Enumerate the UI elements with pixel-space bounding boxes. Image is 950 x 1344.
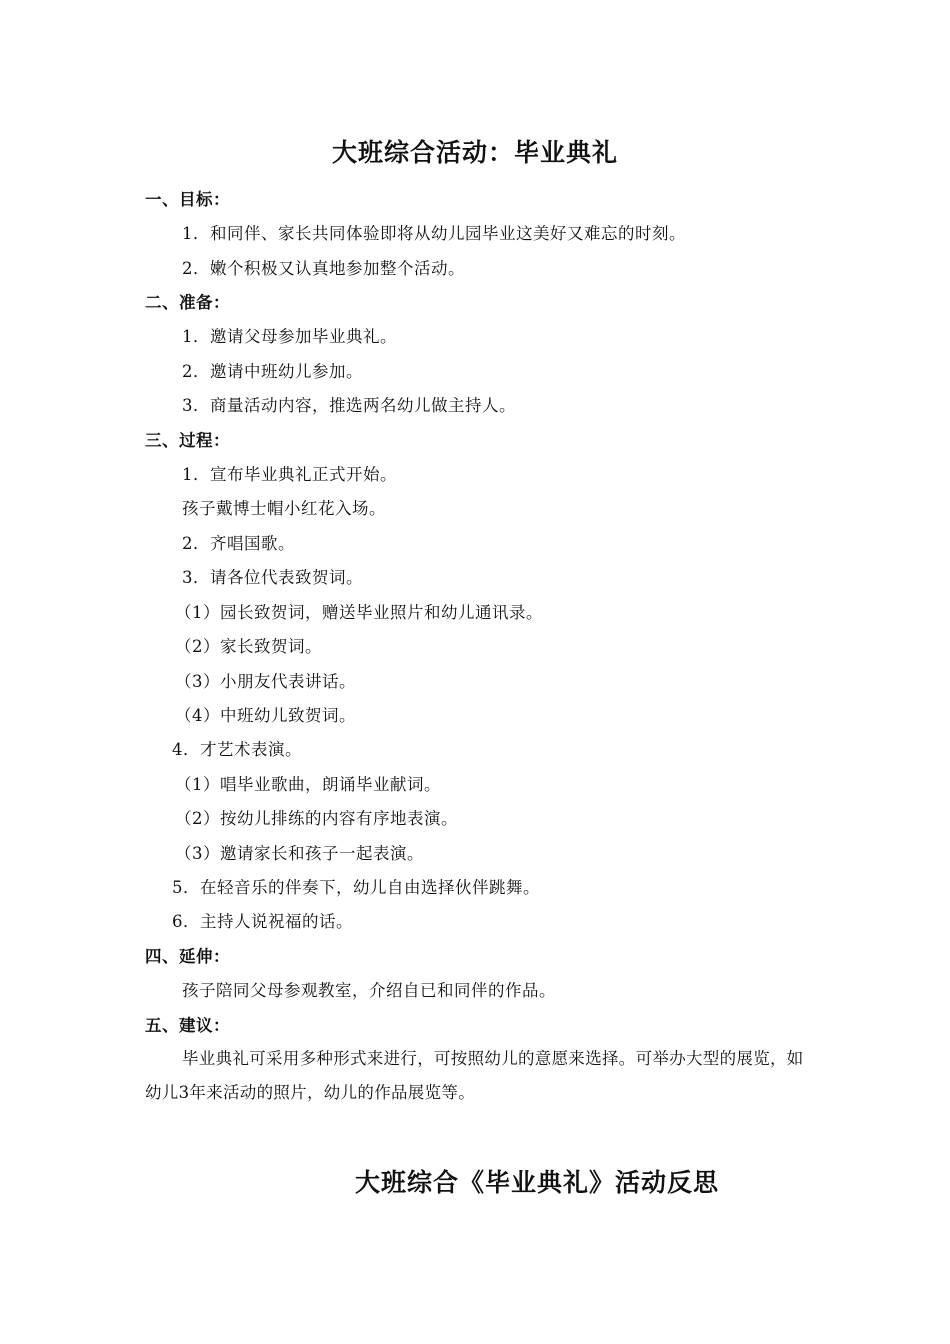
process-item: （3）邀请家长和孩子一起表演。: [175, 844, 424, 863]
extend-item: 孩子陪同父母参观教室，介绍自已和同伴的作品。: [182, 981, 556, 1000]
section-heading-prep: 二、准备：: [145, 293, 230, 312]
process-item: （2）按幼儿排练的内容有序地表演。: [175, 809, 458, 828]
section-heading-process: 三、过程：: [145, 431, 230, 450]
process-item: （1）唱毕业歌曲，朗诵毕业献词。: [175, 775, 441, 794]
section-heading-goal: 一、目标：: [145, 190, 230, 209]
process-item: 2．齐唱国歌。: [182, 534, 295, 553]
process-item: 3．请各位代表致贺词。: [182, 568, 363, 587]
prep-item: 3．商量活动内容，推选两名幼儿做主持人。: [182, 396, 516, 415]
prep-item: 1．邀请父母参加毕业典礼。: [182, 327, 397, 346]
document-title: 大班综合活动：毕业典礼: [331, 138, 618, 167]
process-item: （4）中班幼儿致贺词。: [175, 706, 356, 725]
process-item: 孩子戴博士帽小红花入场。: [182, 499, 386, 518]
section-heading-extend: 四、延伸：: [145, 947, 230, 966]
process-item: 1．宣布毕业典礼正式开始。: [182, 465, 397, 484]
process-item: 4．才艺术表演。: [172, 740, 302, 759]
process-item: （1）园长致贺词，赠送毕业照片和幼儿通讯录。: [175, 603, 543, 622]
goal-item: 2．嫩个积极又认真地参加整个活动。: [182, 259, 465, 278]
suggest-paragraph: 毕业典礼可采用多种形式来进行，可按照幼儿的意愿来选择。可举办大型的展览，如幼儿3年来活动的照片，幼儿的作品展览等。: [145, 1049, 804, 1102]
process-item: （3）小朋友代表讲话。: [175, 672, 356, 691]
goal-item: 1．和同伴、家长共同体验即将从幼儿园毕业这美好又难忘的时刻。: [182, 224, 686, 243]
process-item: （2）家长致贺词。: [175, 637, 322, 656]
process-item: 5．在轻音乐的伴奏下，幼儿自由选择伙伴跳舞。: [172, 878, 540, 897]
prep-item: 2．邀请中班幼儿参加。: [182, 362, 363, 381]
process-item: 6．主持人说祝福的话。: [172, 912, 353, 931]
section-title-reflection: 大班综合《毕业典礼》活动反思: [355, 1168, 720, 1197]
section-heading-suggest: 五、建议：: [145, 1016, 230, 1035]
